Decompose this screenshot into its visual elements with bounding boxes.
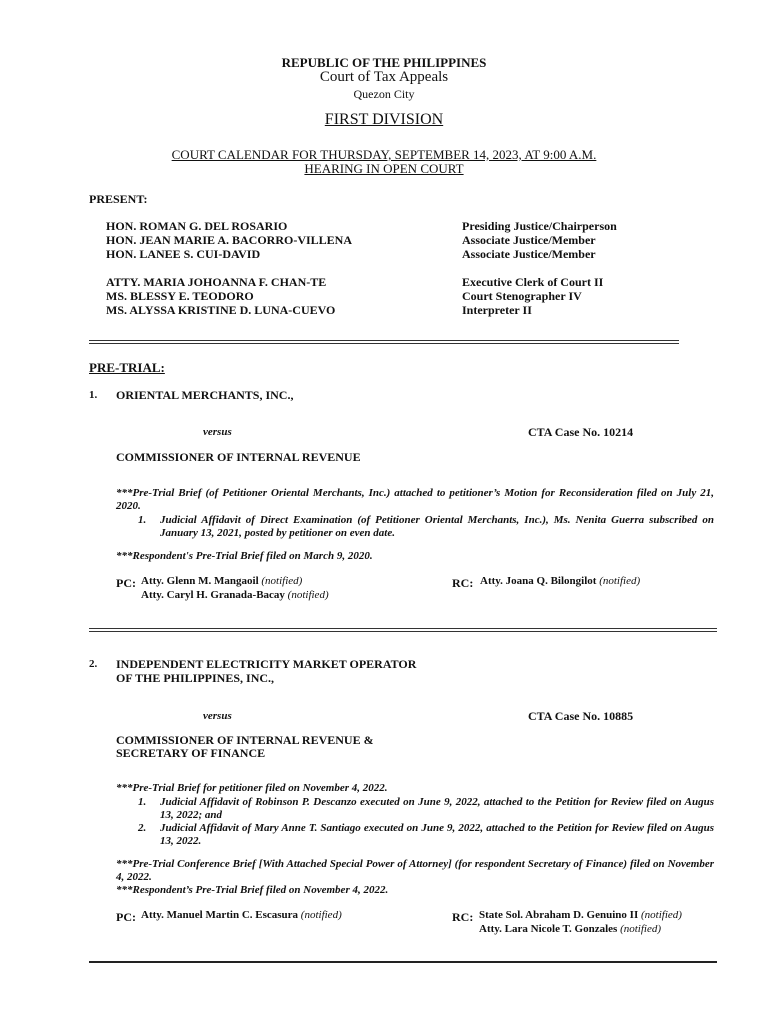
rc-counsel: Atty. Lara Nicole T. Gonzales (notified) xyxy=(479,923,661,935)
case-note-item-num: 1. xyxy=(138,514,147,526)
case-docket: CTA Case No. 10214 xyxy=(528,425,634,439)
case-note-item: Judicial Affidavit of Mary Anne T. Santiago executed on June 9, 2022, attached to the Petition for Review filed on Augus 13, 2022. xyxy=(160,822,714,847)
pc-counsel: Atty. Manuel Martin C. Escasura (notified) xyxy=(141,909,342,921)
pc-counsel: Atty. Glenn M. Mangaoil (notified) xyxy=(141,575,303,587)
case-divider xyxy=(89,628,717,632)
case-number: 1. xyxy=(89,389,98,401)
case-docket: CTA Case No. 10885 xyxy=(528,709,634,723)
section-divider xyxy=(89,340,679,344)
justice-name: HON. ROMAN G. DEL ROSARIO xyxy=(106,219,288,233)
court-city: Quezon City xyxy=(353,87,415,101)
staff-name: ATTY. MARIA JOHOANNA F. CHAN-TE xyxy=(106,275,327,289)
court-name: Court of Tax Appeals xyxy=(319,69,449,85)
case-petitioner: OF THE PHILIPPINES, INC., xyxy=(116,671,275,685)
case-number: 2. xyxy=(89,658,98,670)
staff-name: MS. ALYSSA KRISTINE D. LUNA-CUEVO xyxy=(106,303,336,317)
justice-role: Associate Justice/Member xyxy=(462,233,596,247)
case-note-item-num: 2. xyxy=(138,822,147,834)
justice-name: HON. LANEE S. CUI-DAVID xyxy=(106,247,261,261)
case-petitioner: ORIENTAL MERCHANTS, INC., xyxy=(116,388,294,402)
present-label: PRESENT: xyxy=(89,192,148,206)
staff-role: Executive Clerk of Court II xyxy=(462,275,604,289)
justice-role: Presiding Justice/Chairperson xyxy=(462,219,617,233)
rc-counsel: Atty. Joana Q. Bilongilot (notified) xyxy=(480,575,641,587)
case-respondent: COMMISSIONER OF INTERNAL REVENUE & xyxy=(116,733,374,747)
case-versus: versus xyxy=(203,426,232,438)
pc-label: PC: xyxy=(116,910,136,924)
division-title: FIRST DIVISION xyxy=(324,111,444,128)
case-note-extra: ***Respondent's Pre-Trial Brief filed on March 9, 2020. xyxy=(116,550,373,562)
staff-name: MS. BLESSY E. TEODORO xyxy=(106,289,254,303)
rc-label: RC: xyxy=(452,910,474,924)
page-bottom-rule xyxy=(89,961,717,963)
case-note-brief: ***Pre-Trial Brief for petitioner filed on November 4, 2022. xyxy=(116,782,388,794)
hearing-title: HEARING IN OPEN COURT xyxy=(304,161,464,176)
staff-role: Court Stenographer IV xyxy=(462,289,582,303)
staff-role: Interpreter II xyxy=(462,303,532,317)
justice-role: Associate Justice/Member xyxy=(462,247,596,261)
rc-label: RC: xyxy=(452,576,474,590)
pc-counsel: Atty. Caryl H. Granada-Bacay (notified) xyxy=(141,589,329,601)
pc-label: PC: xyxy=(116,576,136,590)
case-respondent: COMMISSIONER OF INTERNAL REVENUE xyxy=(116,450,361,464)
republic-heading: REPUBLIC OF THE PHILIPPINES xyxy=(281,55,487,70)
rc-counsel: State Sol. Abraham D. Genuino II (notified) xyxy=(479,909,682,921)
case-note-extra: ***Pre-Trial Conference Brief [With Attached Special Power of Attorney] (for respondent Secretary of Finance) filed on November 4, 2022. xyxy=(116,858,714,883)
justice-name: HON. JEAN MARIE A. BACORRO-VILLENA xyxy=(106,233,353,247)
case-note-item: Judicial Affidavit of Direct Examination (of Petitioner Oriental Merchants, Inc.), Ms. Nenita Guerra subscribed on January 13, 2021, posted by petitioner on even date. xyxy=(160,514,714,539)
case-note-extra: ***Respondent’s Pre-Trial Brief filed on November 4, 2022. xyxy=(116,884,389,896)
case-respondent: SECRETARY OF FINANCE xyxy=(116,746,266,760)
calendar-title: COURT CALENDAR FOR THURSDAY, SEPTEMBER 14, 2023, AT 9:00 A.M. xyxy=(171,147,597,162)
section-title: PRE-TRIAL: xyxy=(89,360,165,375)
case-versus: versus xyxy=(203,710,232,722)
case-petitioner: INDEPENDENT ELECTRICITY MARKET OPERATOR xyxy=(116,657,417,671)
case-note-brief: ***Pre-Trial Brief (of Petitioner Oriental Merchants, Inc.) attached to petitioner’s Motion for Reconsideration filed on July 21, 2020. xyxy=(116,487,714,512)
case-note-item-num: 1. xyxy=(138,796,147,808)
case-note-item: Judicial Affidavit of Robinson P. Descanzo executed on June 9, 2022, attached to the Petition for Review filed on Augus 13, 2022; and xyxy=(160,796,714,821)
